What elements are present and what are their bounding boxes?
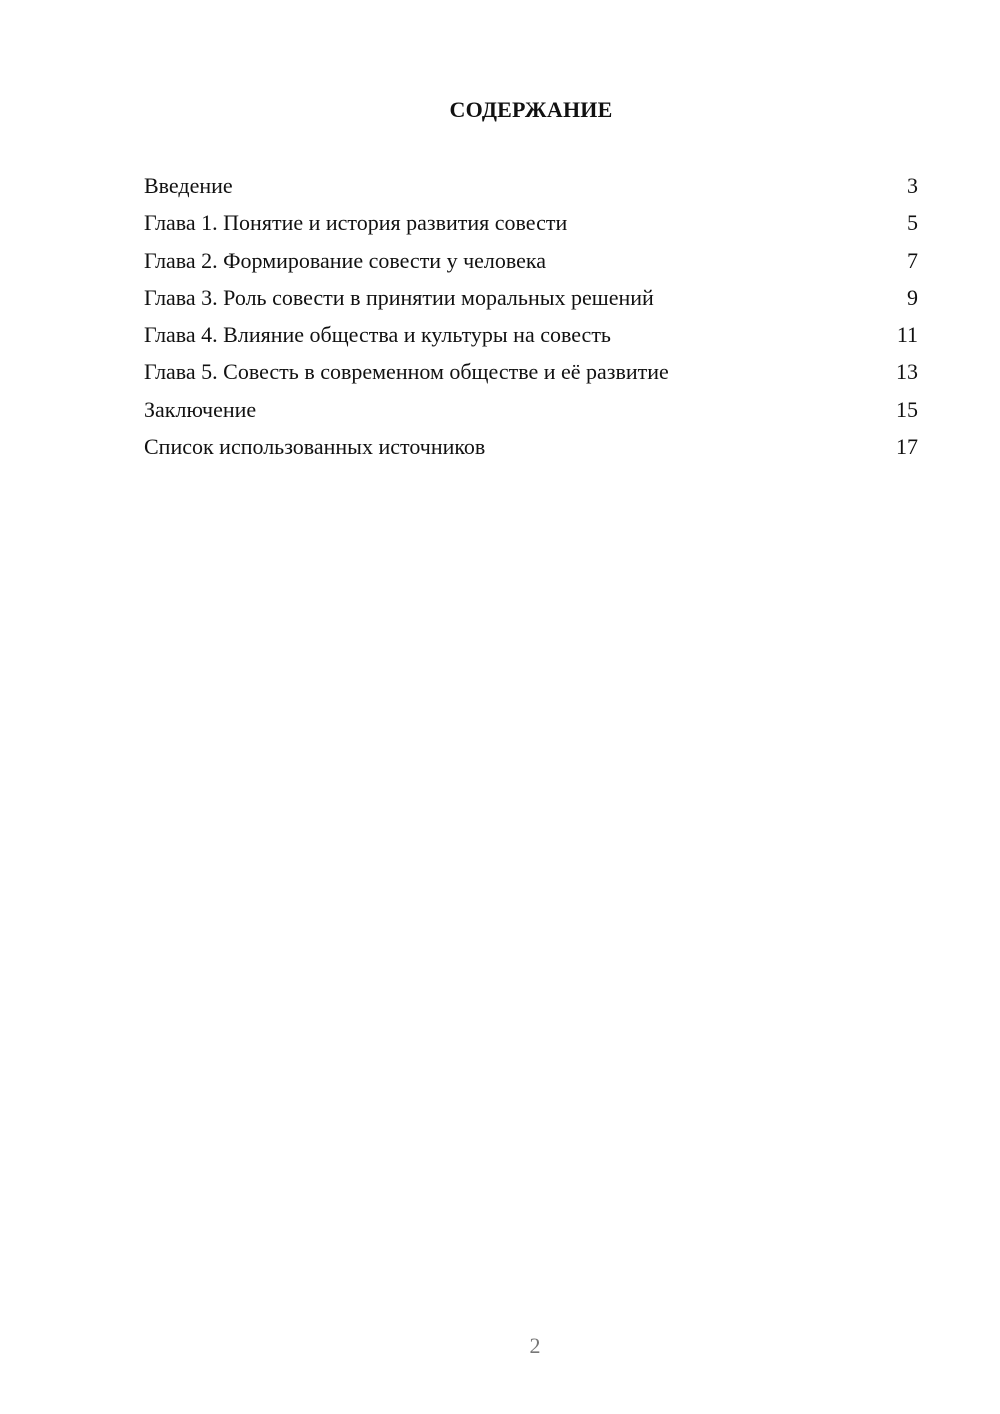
toc-entry-references[interactable] (144, 428, 918, 465)
page-number: 2 (529, 1333, 541, 1358)
toc-entry-label: Глава 2. Формирование совести у человека (144, 247, 547, 273)
toc-entry-label: Введение (144, 173, 233, 198)
toc-entry-label: Глава 4. Влияние общества и культуры на совесть (144, 322, 611, 348)
toc-entry-label: Заключение (144, 396, 257, 422)
toc-entry-chapter-2[interactable] (144, 242, 918, 279)
toc-entry-page: 11 (896, 322, 918, 348)
toc-entry-label: Список использованных источников (144, 434, 486, 460)
toc-entry-label: Глава 5. Совесть в современном обществе и её развитие (144, 359, 669, 385)
toc-entry-label: Глава 1. Понятие и история развития совести (144, 210, 568, 236)
toc-entry-conclusion[interactable] (144, 391, 918, 428)
page-title: СОДЕРЖАНИЕ (449, 97, 613, 122)
toc-entry-page: 17 (896, 434, 918, 460)
toc-entry-introduction[interactable] (144, 167, 918, 204)
table-of-contents (144, 167, 918, 465)
toc-entry-page: 5 (907, 210, 918, 236)
toc-entry-chapter-3[interactable] (144, 279, 918, 316)
toc-entry-chapter-5[interactable] (144, 353, 918, 390)
toc-entry-page: 15 (896, 396, 918, 422)
toc-entry-chapter-4[interactable] (144, 316, 918, 353)
toc-entry-page: 9 (907, 284, 918, 310)
toc-entry-page: 13 (896, 359, 918, 385)
toc-entry-page: 7 (907, 247, 918, 273)
toc-entry-label: Глава 3. Роль совести в принятии моральных решений (144, 284, 654, 310)
toc-entry-chapter-1[interactable] (144, 204, 918, 241)
toc-entry-page: 3 (907, 173, 918, 198)
